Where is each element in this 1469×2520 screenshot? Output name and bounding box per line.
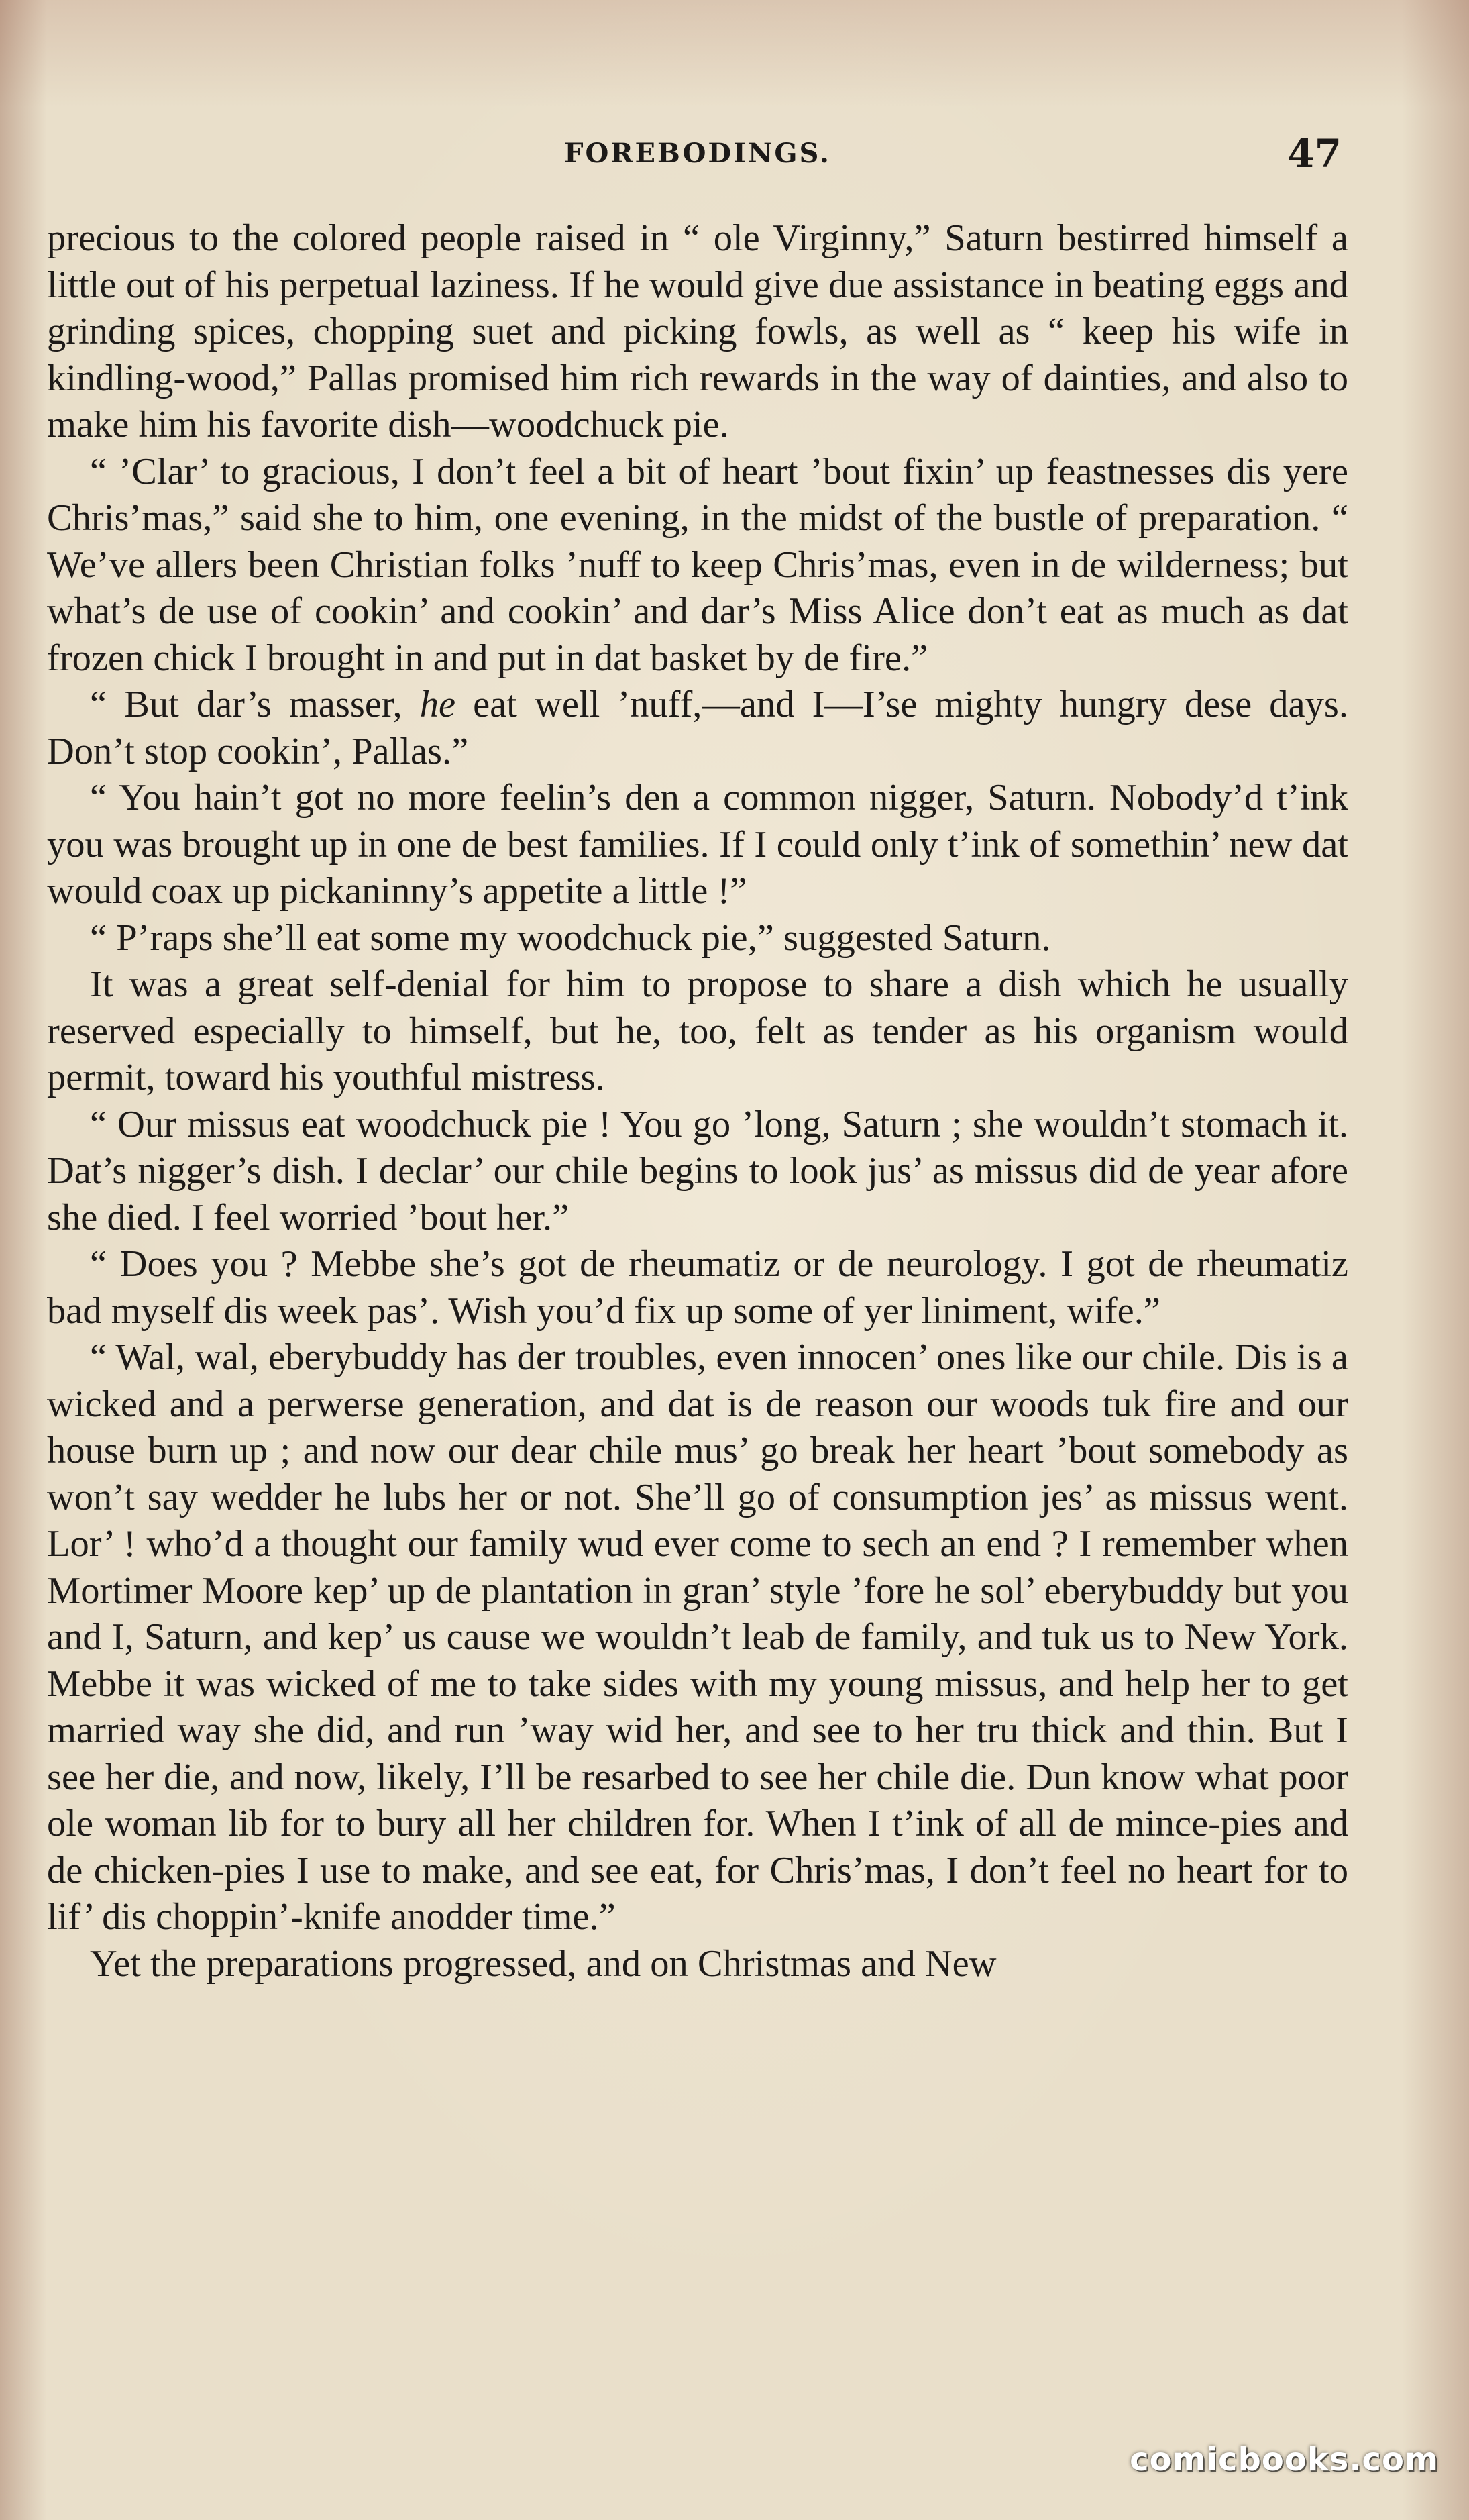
paragraph: “ P’raps she’ll eat some my woodchuck pie,” suggested Saturn. [90, 916, 1051, 959]
page-number: 47 [1287, 131, 1342, 176]
paragraph: “ Wal, wal, eberybuddy has der troubles, even innocen’ ones like our chile. Dis is a wicked and a perwerse generation, and dat is de reason our woods tuk fire and our house burn up ; and now our dear chile mus’ go break her heart ’bout somebody as won’t say wedder he lubs her or not. She’ll go of consumption jes’ as missus went. Lor’ ! who’d a thought our family wud ever come to sech an end ? I remember when Mortimer Moore kep’ up de plantation in gran’ style ’fore he sol’ eberybuddy but you and I, Saturn, and kep’ us cause we wouldn’t leab de family, and tuk us to New York. Mebbe it was wicked of me to take sides with my young missus, and help her to get married way she did, and run ’way wid her, and see to her tru thick and thin. But I see her die, and now, likely, I’ll be resarbed to see her chile die. Dun know what poor ole woman lib for to bury all her children for. When I t’ink of all de mince-pies and de chicken-pies I use to make, and see eat, for Chris’mas, I don’t feel no heart for to lif’ dis choppin’-knife anodder time.” [47, 1336, 1348, 1938]
paragraph: “ Does you ? Mebbe she’s got de rheumatiz or de neurology. I got de rheumatiz bad myself dis week pas’. Wish you’d fix up some of yer liniment, wife.” [47, 1243, 1348, 1332]
paragraph-text: eat well ’nuff,—and I—I’se mighty hungry dese days. Don’t stop cookin’, Pallas.” [47, 684, 1348, 772]
body-text [47, 215, 1348, 1987]
watermark: comicbooks.com [1130, 2441, 1439, 2478]
paragraph-text: “ But dar’s masser, [90, 684, 420, 725]
running-title: FOREBODINGS. [564, 138, 831, 169]
emphasized-word: he [419, 684, 456, 725]
paragraph: Yet the preparations progressed, and on Christmas and New [90, 1942, 997, 1985]
running-head [47, 131, 1348, 185]
paragraph: “ ’Clar’ to gracious, I don’t feel a bit of heart ’bout fixin’ up feastnesses dis yere Chris’mas,” said she to him, one evening, in the midst of the bustle of preparation. “ We’ve allers been Christian folks ’nuff to keep Chris’mas, even in de wilderness; but what’s de use of cookin’ and cookin’ and dar’s Miss Alice don’t eat as much as dat frozen chick I brought in and put in dat basket by de fire.” [47, 450, 1348, 679]
paragraph: It was a great self-denial for him to propose to share a dish which he usually reserved especially to himself, but he, too, felt as tender as his organism would permit, toward his youthful mistress. [47, 963, 1348, 1098]
paragraph [47, 682, 1348, 775]
paragraph: “ You hain’t got no more feelin’s den a common nigger, Saturn. Nobody’d t’ink you was brought up in one de best families. If I could only t’ink of somethin’ new dat would coax up pickaninny’s appetite a little !” [47, 777, 1348, 912]
book-page [47, 131, 1348, 2412]
paragraph: “ Our missus eat woodchuck pie ! You go ’long, Saturn ; she wouldn’t stomach it. Dat’s nigger’s dish. I declar’ our chile begins to look jus’ as missus did de year afore she died. I feel worried ’bout her.” [47, 1103, 1348, 1239]
paragraph: precious to the colored people raised in “ ole Virginny,” Saturn bestirred himself a little out of his perpetual laziness. If he would give due assistance in beating eggs and grinding spices, chopping suet and picking fowls, as well as “ keep his wife in kindling-wood,” Pallas promised him rich rewards in the way of dainties, and also to make him his favorite dish—woodchuck pie. [47, 217, 1348, 445]
